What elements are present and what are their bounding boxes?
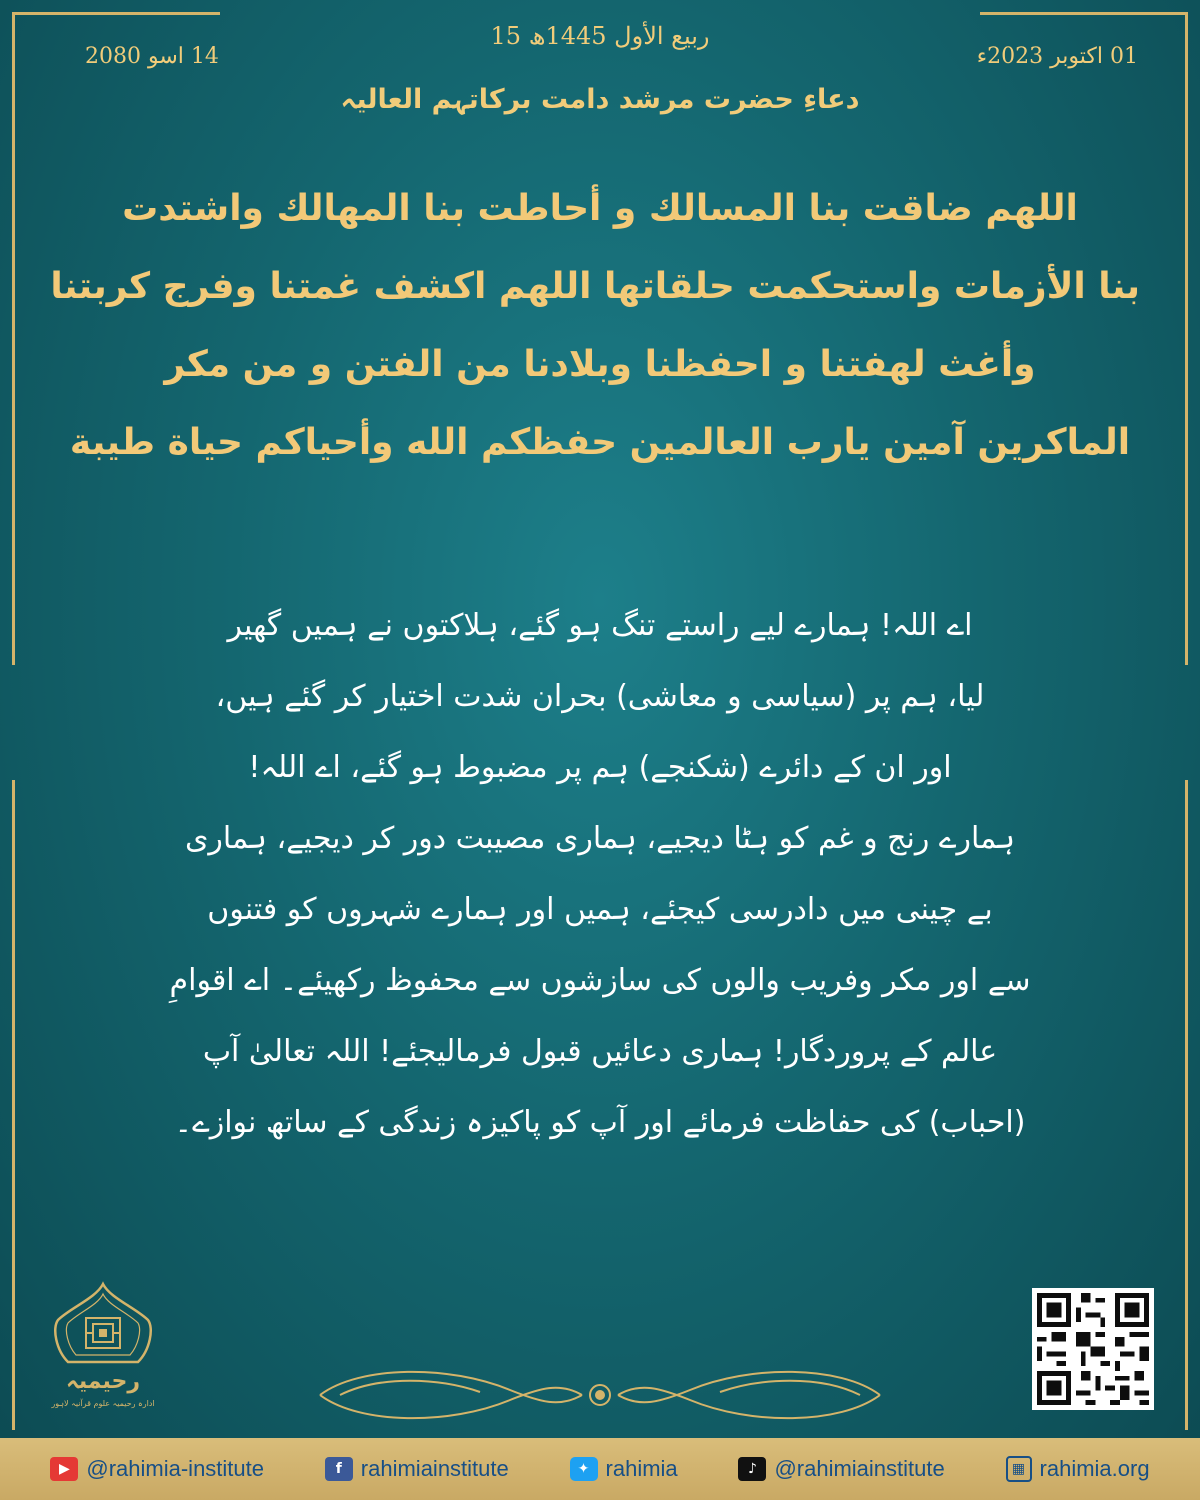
urdu-translation: [150, 590, 1050, 1158]
youtube-icon: ▶: [50, 1457, 78, 1481]
facebook-handle: rahimiainstitute: [360, 1456, 509, 1481]
logo-subtitle: ادارہ رحیمیہ علوم قرآنیہ لاہور: [51, 1399, 155, 1408]
urdu-line: سے اور مکر وفریب والوں کی سازشوں سے محفوظ رکھیئے۔ اے اقوامِ: [169, 963, 1031, 998]
urdu-line: لیا، ہم پر (سیاسی و معاشی) بحران شدت اختیار کر گئے ہیں،: [215, 679, 985, 714]
qr-code[interactable]: [1032, 1288, 1154, 1410]
hijri-date: 15 ربیع الأول 1445ھ: [490, 22, 710, 50]
urdu-line: (احباب) کی حفاظت فرمائے اور آپ کو پاکیزہ زندگی کے ساتھ نوازے۔: [174, 1105, 1026, 1140]
urdu-line: اے اللہ! ہمارے لیے راستے تنگ ہو گئے، ہلاکتوں نے ہمیں گھیر: [227, 608, 973, 643]
bikrami-date: 14 اسو 2080: [85, 44, 219, 69]
website-link[interactable]: [1006, 1456, 1150, 1482]
twitter-icon: ✦: [570, 1457, 598, 1481]
urdu-line: عالم کے پروردگار! ہماری دعائیں قبول فرمالیجئے! اللہ تعالیٰ آپ: [202, 1034, 998, 1069]
frame-side-bottom-right: [1185, 780, 1188, 1430]
youtube-handle: @rahimia-institute: [86, 1456, 265, 1481]
twitter-link[interactable]: [570, 1456, 678, 1482]
dua-heading: دعاءِ حضرت مرشد دامت برکاتہم العالیہ: [340, 84, 860, 115]
urdu-line: بے چینی میں دادرسی کیجئے، ہمیں اور ہمارے شہروں کو فتنوں: [207, 892, 993, 927]
tiktok-icon: ♪: [738, 1457, 766, 1481]
urdu-line: ہمارے رنج و غم کو ہٹا دیجیے، ہماری مصیبت دور کر دیجیے، ہماری: [184, 821, 1016, 856]
urdu-line: اور ان کے دائرے (شکنجے) ہم پر مضبوط ہو گئے، اے اللہ!: [248, 750, 952, 785]
social-footer: [0, 1438, 1200, 1500]
decorative-ornament: [300, 1360, 900, 1430]
website-url: rahimia.org: [1039, 1456, 1150, 1481]
facebook-icon: f: [325, 1457, 353, 1481]
tiktok-link[interactable]: [738, 1456, 944, 1482]
tiktok-handle: @rahimiainstitute: [774, 1456, 945, 1481]
institute-logo: [38, 1280, 168, 1415]
twitter-handle: rahimia: [605, 1456, 678, 1481]
arabic-line: الماكرين آمين يارب العالمين حفظكم الله وأحياكم حياة طيبة: [69, 422, 1131, 463]
arabic-line: بنا الأزمات واستحكمت حلقاتها اللهم اكشف غمتنا وفرج كربتنا: [50, 266, 1140, 307]
youtube-link[interactable]: [50, 1456, 264, 1482]
arabic-dua: [50, 170, 1140, 482]
arabic-line: اللهم ضاقت بنا المسالك و أحاطت بنا المهالك واشتدت: [122, 188, 1078, 229]
gregorian-date: 01 اکتوبر 2023ء: [976, 44, 1138, 69]
facebook-link[interactable]: [325, 1456, 509, 1482]
website-icon: ▦: [1006, 1456, 1032, 1482]
arabic-line: وأغث لهفتنا و احفظنا وبلادنا من الفتن و من مكر: [164, 344, 1036, 385]
logo-wordmark: رحیمیہ: [65, 1369, 141, 1394]
frame-side-bottom-left: [12, 780, 15, 1430]
